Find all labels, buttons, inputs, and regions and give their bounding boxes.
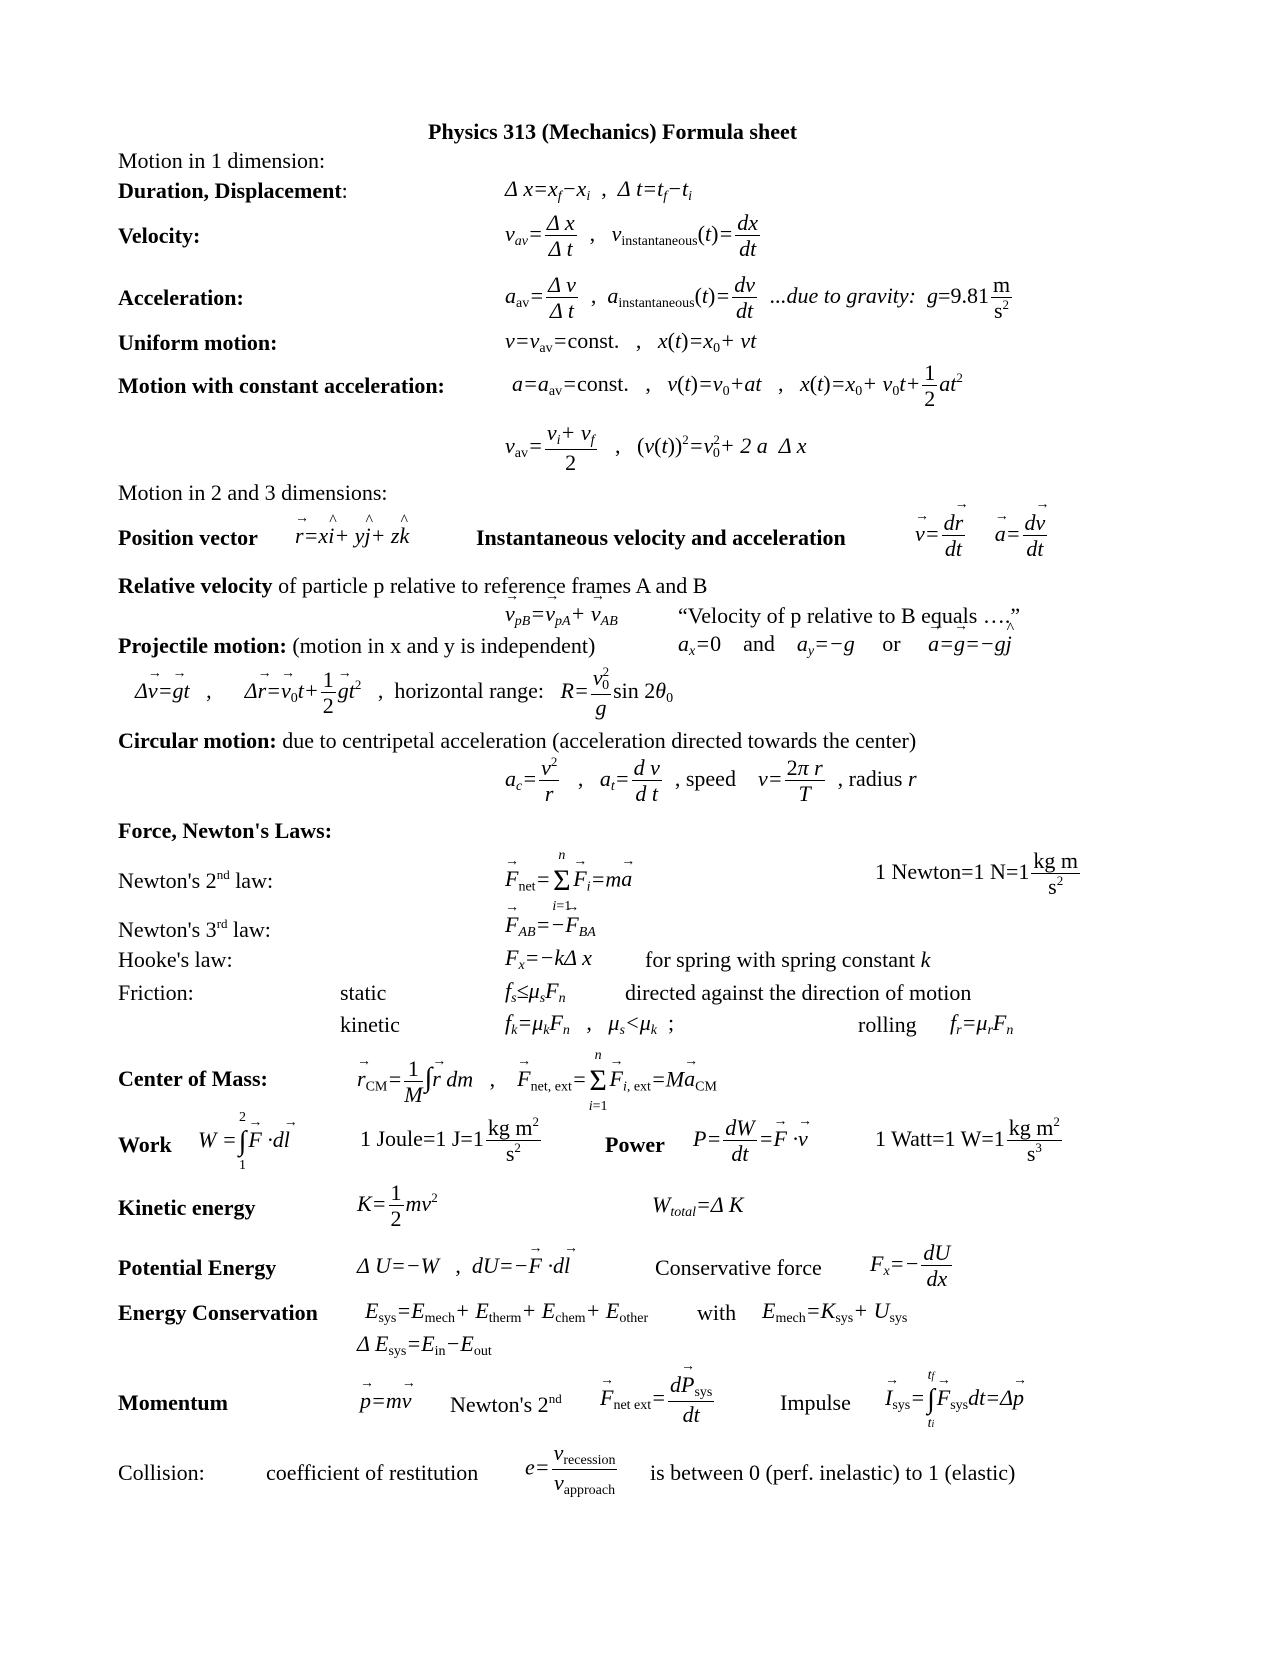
formula-velocity: $v_{av}=$ $\frac{\text{Δ x}}{\text{Δ t}}$ , $v_{instantaneous}(t)=$ $\frac{dx}{dt}$	[505, 210, 759, 262]
formula-work: W = 2 ∫ 1 → F ·d→ l	[198, 1110, 290, 1174]
page-title: Physics 313 (Mechanics) Formula sheet	[428, 119, 798, 144]
section-heading-force: Force, Newton's Laws:	[118, 818, 333, 843]
formula-instantaneous-velocity: → v= $\frac{d\to r}{dt}$ → a= $\frac{d\to v}{dt}$	[915, 510, 1049, 562]
formula-static-friction: $f_s\le\mu_sF_n$	[505, 978, 566, 1006]
label-impulse: Impulse	[780, 1390, 851, 1415]
label-collision: Collision:	[118, 1460, 205, 1485]
label-velocity: Velocity:	[118, 223, 201, 248]
label-energy-conservation: Energy Conservation	[118, 1300, 318, 1325]
formula-energy-balance: Δ $E_{sys}=E_{in}-E_{out}$	[357, 1331, 492, 1359]
formula-rolling-friction: $f_r=\mu_rF_n$	[950, 1010, 1014, 1038]
formula-constant-acceleration: $a=a_{av}=const$. , $v(t)=v_0+at$ , $x(t)=x_0+ v_0t+$ $\frac{1}{2}$ $at^2$	[512, 360, 963, 412]
label-duration: Duration, Displacement:	[118, 178, 348, 203]
formula-conservative-force: $F_x=-$ $\frac{dU}{dx}$	[870, 1240, 951, 1292]
label-newton-2nd: Newton's 2nd law:	[118, 867, 274, 893]
label-conservative-force: Conservative force	[655, 1255, 822, 1280]
formula-hookes-law: $F_x=-k\Delta$ x	[505, 945, 592, 973]
label-momentum: Momentum	[118, 1390, 228, 1415]
projectile-line: Projectile motion: (motion in x and y is independent)	[118, 633, 596, 658]
friction-text: directed against the direction of motion	[625, 980, 972, 1005]
label-constant-acceleration: Motion with constant acceleration:	[118, 373, 445, 398]
label-power: Power	[605, 1132, 665, 1157]
label-newton-2nd-momentum: Newton's 2nd	[450, 1391, 562, 1417]
formula-energy-system: $E_{sys}=E_{mech}+ E_{therm}+ E_{chem}+ E_{other}$	[365, 1298, 649, 1326]
label-uniform-motion: Uniform motion:	[118, 330, 278, 355]
formula-average-velocity: $v_{av}=$ $\frac{v_i+ v_f}{2}$ , $(v(t))^2=v^2_0+ 2$ a Δ x	[505, 420, 807, 476]
restitution-text: is between 0 (perf. inelastic) to 1 (elastic)	[650, 1460, 1016, 1485]
formula-work-energy: $W_{total}=\Delta$ K	[652, 1192, 744, 1220]
formula-power: P= $\frac{dW}{dt}$ =→ F ·→ v	[693, 1115, 808, 1167]
formula-relative-velocity: → $v_{pB}=\to v_{pA}+ \to v_{AB}$	[505, 603, 618, 629]
label-newton-3rd: Newton's 3rd law:	[118, 916, 271, 942]
formula-circular-motion: $a_c=$ $\frac{v^2}{r}$ , $a_t=$ $\frac{\text{d v}}{\text{d t}}$ , speed v= $\frac{\text{2π r}}{T}$ , radius r	[505, 754, 917, 807]
relative-velocity-quote: “Velocity of p relative to B equals ….”	[678, 603, 1021, 628]
label-hookes-law: Hooke's law:	[118, 947, 233, 972]
formula-uniform-motion: $v=v_{av}=const$. , $x(t)=x_0+$ vt	[505, 328, 757, 356]
section-heading-1d: Motion in 1 dimension:	[118, 148, 326, 173]
formula-potential-energy: Δ U=−W , dU=−→ F ·d→ l	[357, 1255, 570, 1277]
formula-momentum: → p=m→ v	[360, 1390, 412, 1412]
formula-projectile-acceleration: $a_x=0$ and $a_y=-g$ or → a=→ g=−g^ j	[678, 633, 1012, 659]
section-heading-2d-3d: Motion in 2 and 3 dimensions:	[118, 480, 388, 505]
formula-impulse: → $I_{sys}=$ tf ∫ ti → $F_{sys}dt=\Delta\to p$	[885, 1368, 1024, 1432]
label-potential-energy: Potential Energy	[118, 1255, 277, 1280]
relative-velocity-line: Relative velocity of particle p relative to reference frames A and B	[118, 573, 708, 598]
label-center-of-mass: Center of Mass:	[118, 1066, 268, 1091]
formula-acceleration: $a_{av}=$ $\frac{\text{Δ v}}{\text{Δ t}}$ , $a_{instantaneous}(t)=$ $\frac{dv}{dt}$ ...due to gravity: g=9.81 $\frac{m}{s^2}$	[505, 272, 1011, 324]
label-instantaneous-velocity: Instantaneous velocity and acceleration	[476, 525, 846, 550]
formula-kinetic-friction: $f_k=\mu_kF_n$ , $\mu_s<\mu_k$ ;	[505, 1010, 675, 1038]
formula-newton-unit: 1 Newton=1 N=1 $\frac{\text{kg m}}{s^2}$	[875, 848, 1078, 900]
formula-mechanical-energy: $E_{mech}=K_{sys}+ U_{sys}$	[762, 1298, 908, 1326]
formula-newton-3rd: → $F_{AB}=-\to F_{BA}$	[505, 914, 596, 940]
label-kinetic-energy: Kinetic energy	[118, 1195, 256, 1220]
label-friction: Friction:	[118, 980, 194, 1005]
circular-motion-line: Circular motion: due to centripetal acceleration (acceleration directed towards the center)	[118, 728, 917, 753]
label-rolling: rolling	[858, 1012, 917, 1037]
formula-newton-2nd: → $F_{net}=$ n Σ i=1 → $F_i=m\to a$	[505, 848, 632, 915]
formula-momentum-newton: → $F_{net ext}=$ $\frac{d\to P_{sys}}{dt}$	[600, 1372, 716, 1427]
formula-kinetic-energy: K= $\frac{1}{2}$ $mv^2$	[357, 1180, 438, 1232]
formula-center-of-mass: → $r_{CM}=$ $\frac{1}{M}$ ∫→ r dm , → $F_{net, ext}=$ n Σ i=1 → $F_{i, ext}=M\to a_{CM}$	[357, 1048, 717, 1115]
hookes-law-text: for spring with spring constant k	[645, 947, 931, 972]
label-with: with	[697, 1300, 737, 1325]
formula-projectile-motion: Δ→ v=→ gt , $\Delta\to r=\to v_0t+$ $\frac{1}{2}$ → $gt^2$ , horizontal range: R= $\frac{v^2_0}{g}$ $\sin 2\theta_0$	[135, 665, 673, 720]
label-work: Work	[118, 1132, 172, 1157]
formula-displacement: Δ $x=x_f-x_i$ , Δ $t=t_f-t_i$	[505, 176, 692, 204]
label-restitution: coefficient of restitution	[266, 1460, 479, 1485]
label-static: static	[340, 980, 387, 1005]
label-position-vector: Position vector	[118, 525, 258, 550]
formula-watt: 1 Watt=1 W=1 $\frac{kg m^2}{s^3}$	[875, 1114, 1060, 1167]
label-acceleration: Acceleration:	[118, 285, 244, 310]
formula-restitution: e= $\frac{v_{recession}}{v_{approach}}$	[525, 1440, 616, 1499]
formula-joule: 1 Joule=1 J=1 $\frac{kg m^2}{s^2}$	[360, 1114, 539, 1167]
label-kinetic: kinetic	[340, 1012, 400, 1037]
formula-position-vector: → r=x^ i+ y^ j+ z^ k	[295, 525, 409, 547]
